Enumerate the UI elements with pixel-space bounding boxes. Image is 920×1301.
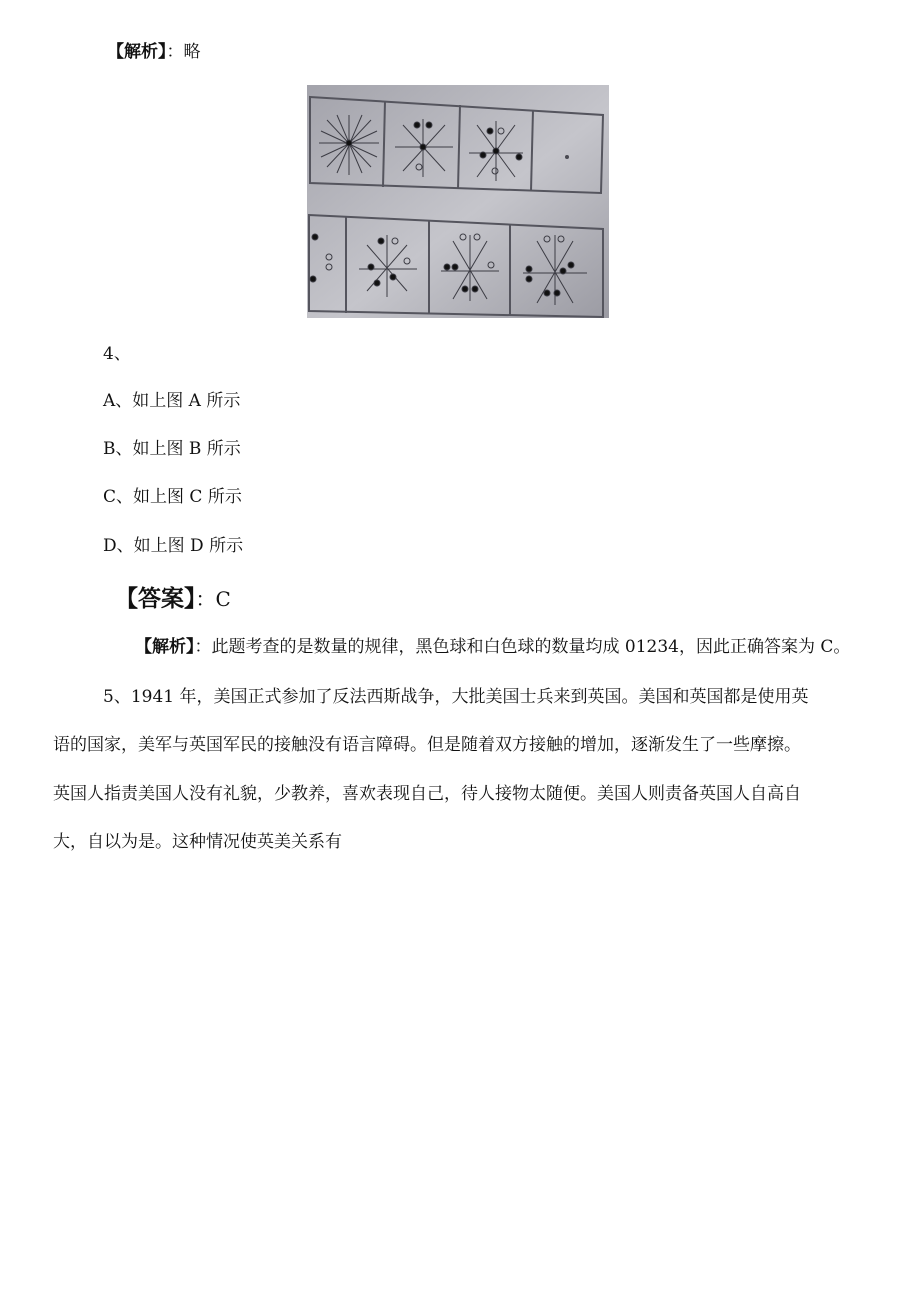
prev-analysis-colon: ： <box>166 42 184 62</box>
answer-colon: ： <box>195 587 216 611</box>
figure-photo <box>307 85 609 318</box>
answer-value: C <box>215 587 231 611</box>
prev-analysis-label: 【解析】 <box>107 42 167 62</box>
answer-line <box>115 584 231 616</box>
question-figure-image <box>307 85 609 318</box>
answer-label: 【答案】 <box>115 586 196 612</box>
option-a: A、如上图 A 所示 <box>103 391 241 411</box>
option-c: C、如上图 C 所示 <box>103 487 242 507</box>
prev-analysis-text: 略 <box>183 42 201 62</box>
prev-analysis-line <box>107 40 201 64</box>
option-d: D、如上图 D 所示 <box>103 536 244 556</box>
analysis-text: 此题考查的是数量的规律，黑色球和白色球的数量均成 01234，因此正确答案为 C。 <box>211 637 851 657</box>
question-5-line-4: 大，自以为是。这种情况使英美关系有 <box>53 832 342 852</box>
question-5-line-1: 5、1941 年，美国正式参加了反法西斯战争，大批美国士兵来到英国。美国和英国都是使用英 <box>103 687 809 707</box>
analysis-line <box>135 635 850 659</box>
top-figure-4-blank <box>565 155 569 159</box>
option-b: B、如上图 B 所示 <box>103 439 241 459</box>
question-5-line-2: 语的国家，美军与英国军民的接触没有语言障碍。但是随着双方接触的增加，逐渐发生了一些摩擦。 <box>53 735 801 755</box>
analysis-label: 【解析】 <box>135 637 195 657</box>
question-number: 4、 <box>103 344 131 364</box>
question-5-line-3: 英国人指责美国人没有礼貌，少教养，喜欢表现自己，待人接物太随便。美国人则责备英国人自高自 <box>53 784 801 804</box>
analysis-colon: ： <box>194 637 212 657</box>
